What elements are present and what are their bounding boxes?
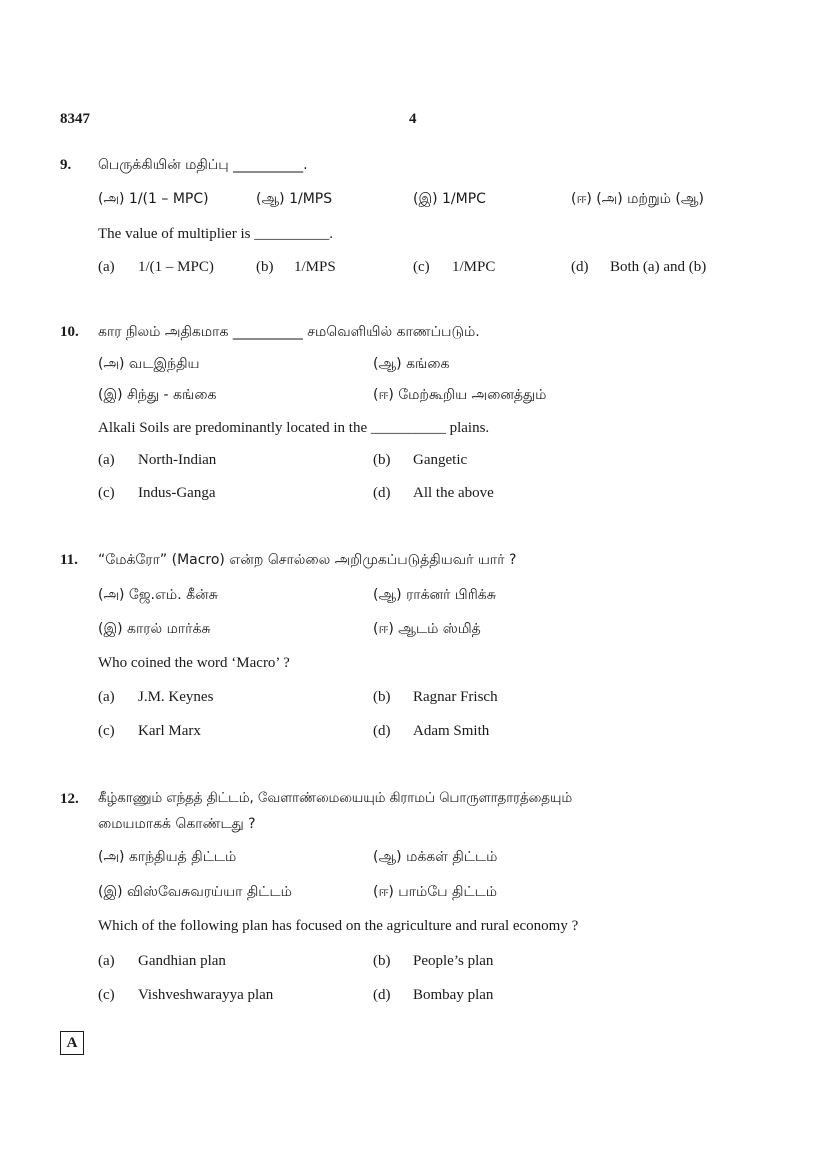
question-number: 10. (60, 324, 79, 340)
option-tamil-d: (ஈ) ஆடம் ஸ்மித் (373, 621, 481, 637)
option-label-b: (b) (256, 259, 274, 275)
option-english-d: Bombay plan (413, 987, 494, 1003)
option-label-b: (b) (373, 953, 391, 969)
question-text-tamil-line2: மையமாகக் கொண்டது ? (98, 816, 256, 832)
paper-code: 8347 (60, 111, 90, 127)
option-tamil-c: (இ) காரல் மார்க்சு (98, 621, 211, 637)
question-text-tamil-line1: கீழ்காணும் எந்தத் திட்டம், வேளாண்மையையும் கிராமப் பொருளாதாரத்தையும் (98, 791, 573, 806)
option-english-c: 1/MPC (452, 259, 496, 275)
option-label-c: (c) (98, 485, 115, 501)
question-number: 12. (60, 791, 79, 807)
option-label-c: (c) (98, 723, 115, 739)
option-label-b: (b) (373, 452, 391, 468)
question-text-tamil: பெருக்கியின் மதிப்பு __________. (98, 157, 308, 173)
option-english-d: Adam Smith (413, 723, 490, 739)
page-number: 4 (409, 111, 417, 127)
option-label-d: (d) (373, 987, 391, 1003)
option-tamil-b: (ஆ) கங்கை (373, 356, 450, 372)
option-tamil-a: (அ) வடஇந்திய (98, 356, 200, 372)
series-box: A (60, 1031, 84, 1055)
option-tamil-a: (அ) ஜே.எம். கீன்சு (98, 587, 218, 603)
option-tamil-a: (அ) காந்தியத் திட்டம் (98, 849, 237, 865)
option-english-b: Gangetic (413, 452, 468, 468)
option-english-a: 1/(1 – MPC) (138, 259, 214, 275)
option-english-c: Indus-Ganga (138, 485, 216, 501)
option-english-b: Ragnar Frisch (413, 689, 498, 705)
option-label-d: (d) (373, 723, 391, 739)
option-tamil-a: (அ) 1/(1 – MPC) (98, 191, 209, 207)
question-number: 9. (60, 157, 72, 173)
question-text-english: Which of the following plan has focused on the agriculture and rural economy ? (98, 918, 579, 934)
option-tamil-d: (ஈ) (அ) மற்றும் (ஆ) (571, 191, 705, 207)
option-tamil-d: (ஈ) மேற்கூறிய அனைத்தும் (373, 387, 547, 403)
option-tamil-b: (ஆ) மக்கள் திட்டம் (373, 849, 498, 865)
question-text-tamil: கார நிலம் அதிகமாக __________ சமவெளியில் காணப்படும். (98, 324, 480, 340)
option-english-d: Both (a) and (b) (610, 259, 707, 275)
option-english-a: North-Indian (138, 452, 217, 468)
option-label-a: (a) (98, 259, 115, 275)
option-english-b: People’s plan (413, 953, 494, 969)
question-number: 11. (60, 552, 78, 568)
option-label-d: (d) (373, 485, 391, 501)
option-english-c: Vishveshwarayya plan (138, 987, 274, 1003)
option-label-a: (a) (98, 689, 115, 705)
option-english-b: 1/MPS (294, 259, 336, 275)
option-label-a: (a) (98, 452, 115, 468)
option-english-a: Gandhian plan (138, 953, 226, 969)
option-english-a: J.M. Keynes (138, 689, 214, 705)
option-tamil-c: (இ) சிந்து - கங்கை (98, 387, 217, 403)
option-tamil-c: (இ) 1/MPC (413, 191, 486, 207)
option-label-c: (c) (413, 259, 430, 275)
option-tamil-b: (ஆ) ராக்னர் பிரிக்சு (373, 587, 496, 603)
question-text-english: Who coined the word ‘Macro’ ? (98, 655, 290, 671)
option-label-a: (a) (98, 953, 115, 969)
option-tamil-c: (இ) விஸ்வேசுவரய்யா திட்டம் (98, 884, 292, 900)
option-label-b: (b) (373, 689, 391, 705)
question-text-english: Alkali Soils are predominantly located in the __________ plains. (98, 420, 490, 436)
question-text-english: The value of multiplier is __________. (98, 226, 333, 242)
option-tamil-b: (ஆ) 1/MPS (256, 191, 333, 207)
option-english-d: All the above (413, 485, 494, 501)
option-tamil-d: (ஈ) பாம்பே திட்டம் (373, 884, 498, 900)
option-label-c: (c) (98, 987, 115, 1003)
option-english-c: Karl Marx (138, 723, 201, 739)
question-text-tamil: “மேக்ரோ” (Macro) என்ற சொல்லை அறிமுகப்படுத்தியவர் யார் ? (98, 552, 517, 568)
option-label-d: (d) (571, 259, 589, 275)
